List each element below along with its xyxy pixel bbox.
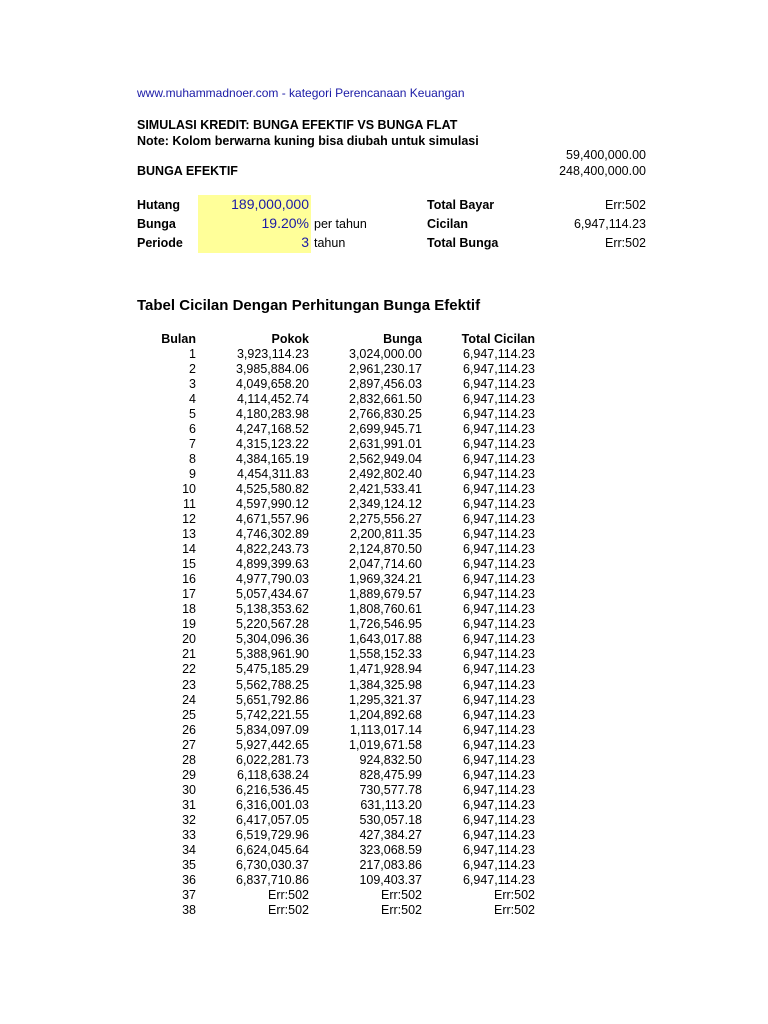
cell-total-cicilan: Err:502 bbox=[494, 903, 535, 918]
table-row bbox=[140, 377, 535, 392]
cell-bunga: 1,808,760.61 bbox=[349, 602, 422, 617]
table-row bbox=[140, 858, 535, 873]
website-link[interactable]: www.muhammadnoer.com - kategori Perencanaan Keuangan bbox=[137, 86, 465, 100]
cell-pokok: 4,671,557.96 bbox=[236, 512, 309, 527]
table-row bbox=[140, 768, 535, 783]
cell-bunga: 2,349,124.12 bbox=[349, 496, 422, 511]
cell-total-cicilan: Err:502 bbox=[494, 888, 535, 903]
table-row bbox=[140, 527, 535, 542]
cell-total-cicilan: 6,947,114.23 bbox=[462, 436, 535, 451]
cell-pokok: 6,022,281.73 bbox=[236, 752, 309, 767]
cell-bunga: 217,083.86 bbox=[359, 858, 422, 873]
cell-bulan: 11 bbox=[183, 496, 196, 511]
cell-pokok: 5,220,567.28 bbox=[236, 617, 309, 632]
cell-pokok: 5,138,353.62 bbox=[236, 602, 309, 617]
cell-pokok: 5,475,185.29 bbox=[236, 662, 309, 677]
cell-bulan: 8 bbox=[189, 451, 196, 466]
cell-bunga: 2,200,811.35 bbox=[349, 527, 422, 542]
table-row bbox=[140, 723, 535, 738]
cell-pokok: 4,247,168.52 bbox=[236, 421, 309, 436]
table-row bbox=[140, 437, 535, 452]
cell-pokok: 4,977,790.03 bbox=[236, 572, 309, 587]
cell-pokok: 5,651,792.86 bbox=[236, 692, 309, 707]
cell-total-cicilan: 6,947,114.23 bbox=[462, 797, 535, 812]
cell-bunga: 2,421,533.41 bbox=[349, 481, 422, 496]
table-row bbox=[140, 602, 535, 617]
cell-total-cicilan: 6,947,114.23 bbox=[462, 587, 535, 602]
table-row bbox=[140, 497, 535, 512]
cell-pokok: 4,525,580.82 bbox=[236, 481, 309, 496]
column-header-total-cicilan: Total Cicilan bbox=[461, 331, 535, 346]
total-bunga-value: Err:502 bbox=[605, 236, 646, 250]
table-row bbox=[140, 843, 535, 858]
table-row bbox=[140, 392, 535, 407]
cell-total-cicilan: 6,947,114.23 bbox=[462, 391, 535, 406]
cell-total-cicilan: 6,947,114.23 bbox=[462, 602, 535, 617]
bunga-input[interactable]: 19.20% bbox=[261, 215, 309, 231]
table-row bbox=[140, 708, 535, 723]
table-row bbox=[140, 422, 535, 437]
installment-table bbox=[140, 331, 535, 918]
top-value-1: 59,400,000.00 bbox=[566, 148, 646, 162]
periode-input[interactable]: 3 bbox=[301, 234, 309, 250]
cell-pokok: 5,927,442.65 bbox=[236, 737, 309, 752]
cell-bulan: 19 bbox=[182, 617, 196, 632]
cell-total-cicilan: 6,947,114.23 bbox=[462, 617, 535, 632]
cell-bunga: 1,471,928.94 bbox=[349, 662, 422, 677]
cell-pokok: 4,315,123.22 bbox=[236, 436, 309, 451]
cell-pokok: 5,304,096.36 bbox=[236, 632, 309, 647]
cell-total-cicilan: 6,947,114.23 bbox=[462, 421, 535, 436]
table-row bbox=[140, 347, 535, 362]
cell-bulan: 15 bbox=[182, 557, 196, 572]
cell-total-cicilan: 6,947,114.23 bbox=[462, 496, 535, 511]
bunga-label: Bunga bbox=[137, 217, 176, 231]
cicilan-label: Cicilan bbox=[427, 217, 468, 231]
table-title: Tabel Cicilan Dengan Perhitungan Bunga Efektif bbox=[137, 297, 481, 314]
cell-pokok: 5,562,788.25 bbox=[236, 677, 309, 692]
cell-total-cicilan: 6,947,114.23 bbox=[462, 707, 535, 722]
cell-pokok: 6,837,710.86 bbox=[236, 873, 309, 888]
cell-pokok: 3,923,114.23 bbox=[236, 346, 309, 361]
table-row bbox=[140, 783, 535, 798]
cell-total-cicilan: 6,947,114.23 bbox=[462, 767, 535, 782]
cell-total-cicilan: 6,947,114.23 bbox=[462, 677, 535, 692]
cell-pokok: 4,822,243.73 bbox=[236, 542, 309, 557]
table-row bbox=[140, 813, 535, 828]
cell-total-cicilan: 6,947,114.23 bbox=[462, 722, 535, 737]
table-row bbox=[140, 482, 535, 497]
cell-total-cicilan: 6,947,114.23 bbox=[462, 858, 535, 873]
cell-bunga: Err:502 bbox=[381, 903, 422, 918]
cell-pokok: 4,384,165.19 bbox=[236, 451, 309, 466]
cell-bulan: 27 bbox=[182, 737, 196, 752]
table-row bbox=[140, 407, 535, 422]
cell-bulan: 1 bbox=[189, 346, 196, 361]
cell-bunga: 924,832.50 bbox=[359, 752, 422, 767]
cell-bunga: 730,577.78 bbox=[359, 782, 422, 797]
table-row bbox=[140, 542, 535, 557]
table-row bbox=[140, 738, 535, 753]
cell-bunga: 1,558,152.33 bbox=[349, 647, 422, 662]
hutang-label: Hutang bbox=[137, 198, 181, 212]
cell-pokok: 6,316,001.03 bbox=[236, 797, 309, 812]
table-row bbox=[140, 512, 535, 527]
cell-total-cicilan: 6,947,114.23 bbox=[462, 737, 535, 752]
cell-total-cicilan: 6,947,114.23 bbox=[462, 572, 535, 587]
cell-bulan: 35 bbox=[182, 858, 196, 873]
cell-bulan: 26 bbox=[182, 722, 196, 737]
cell-pokok: 4,180,283.98 bbox=[236, 406, 309, 421]
cell-bunga: 2,562,949.04 bbox=[349, 451, 422, 466]
table-row bbox=[140, 662, 535, 677]
cell-bulan: 12 bbox=[182, 512, 196, 527]
cell-total-cicilan: 6,947,114.23 bbox=[462, 752, 535, 767]
bunga-unit: per tahun bbox=[314, 217, 367, 231]
cell-bulan: 6 bbox=[189, 421, 196, 436]
cell-bulan: 3 bbox=[189, 376, 196, 391]
cell-total-cicilan: 6,947,114.23 bbox=[462, 843, 535, 858]
table-row bbox=[140, 452, 535, 467]
cell-bulan: 25 bbox=[182, 707, 196, 722]
cell-bunga: 1,019,671.58 bbox=[349, 737, 422, 752]
cell-pokok: 6,624,045.64 bbox=[236, 843, 309, 858]
cell-bulan: 37 bbox=[182, 888, 196, 903]
cell-bunga: 109,403.37 bbox=[359, 873, 422, 888]
table-row bbox=[140, 873, 535, 888]
cell-pokok: Err:502 bbox=[268, 903, 309, 918]
cell-pokok: 5,834,097.09 bbox=[236, 722, 309, 737]
cell-bunga: 2,832,661.50 bbox=[349, 391, 422, 406]
cell-pokok: 4,049,658.20 bbox=[236, 376, 309, 391]
cell-bunga: 1,384,325.98 bbox=[349, 677, 422, 692]
cell-bulan: 17 bbox=[182, 587, 196, 602]
cell-bunga: 2,766,830.25 bbox=[349, 406, 422, 421]
cell-pokok: 5,057,434.67 bbox=[236, 587, 309, 602]
cell-bunga: 2,631,991.01 bbox=[349, 436, 422, 451]
cell-total-cicilan: 6,947,114.23 bbox=[462, 346, 535, 361]
column-header-bulan: Bulan bbox=[161, 331, 196, 346]
cell-bunga: 828,475.99 bbox=[359, 767, 422, 782]
table-row bbox=[140, 557, 535, 572]
table-row bbox=[140, 888, 535, 903]
cell-bunga: 2,492,802.40 bbox=[349, 466, 422, 481]
table-row bbox=[140, 467, 535, 482]
table-row bbox=[140, 362, 535, 377]
cell-bulan: 5 bbox=[189, 406, 196, 421]
cell-pokok: 3,985,884.06 bbox=[236, 361, 309, 376]
cell-pokok: 6,730,030.37 bbox=[236, 858, 309, 873]
cell-bulan: 38 bbox=[182, 903, 196, 918]
top-value-2: 248,400,000.00 bbox=[559, 164, 646, 178]
cell-total-cicilan: 6,947,114.23 bbox=[462, 376, 535, 391]
cell-total-cicilan: 6,947,114.23 bbox=[462, 451, 535, 466]
cell-bulan: 4 bbox=[189, 391, 196, 406]
cell-pokok: 5,388,961.90 bbox=[236, 647, 309, 662]
cell-total-cicilan: 6,947,114.23 bbox=[462, 512, 535, 527]
cell-bulan: 10 bbox=[182, 481, 196, 496]
note-text: Note: Kolom berwarna kuning bisa diubah untuk simulasi bbox=[137, 134, 479, 148]
table-row bbox=[140, 678, 535, 693]
cell-bulan: 24 bbox=[182, 692, 196, 707]
table-row bbox=[140, 798, 535, 813]
column-header-bunga: Bunga bbox=[383, 331, 422, 346]
cell-total-cicilan: 6,947,114.23 bbox=[462, 873, 535, 888]
cell-total-cicilan: 6,947,114.23 bbox=[462, 647, 535, 662]
cell-total-cicilan: 6,947,114.23 bbox=[462, 557, 535, 572]
cell-pokok: 5,742,221.55 bbox=[236, 707, 309, 722]
cell-bulan: 9 bbox=[189, 466, 196, 481]
cell-bulan: 16 bbox=[182, 572, 196, 587]
table-header-row bbox=[140, 331, 535, 347]
column-header-pokok: Pokok bbox=[271, 331, 309, 346]
total-bayar-value: Err:502 bbox=[605, 198, 646, 212]
cell-bunga: 1,726,546.95 bbox=[349, 617, 422, 632]
cell-bulan: 31 bbox=[182, 797, 196, 812]
cell-pokok: 4,746,302.89 bbox=[236, 527, 309, 542]
table-row bbox=[140, 617, 535, 632]
cell-total-cicilan: 6,947,114.23 bbox=[462, 692, 535, 707]
cell-bunga: 2,897,456.03 bbox=[349, 376, 422, 391]
cell-bunga: Err:502 bbox=[381, 888, 422, 903]
cell-bunga: 1,113,017.14 bbox=[349, 722, 422, 737]
cell-bunga: 323,068.59 bbox=[359, 843, 422, 858]
cell-bulan: 7 bbox=[189, 436, 196, 451]
cell-bunga: 2,124,870.50 bbox=[349, 542, 422, 557]
hutang-input[interactable]: 189,000,000 bbox=[231, 196, 309, 212]
cell-bulan: 29 bbox=[182, 767, 196, 782]
cell-bulan: 18 bbox=[182, 602, 196, 617]
cell-bunga: 530,057.18 bbox=[359, 812, 422, 827]
cell-bulan: 28 bbox=[182, 752, 196, 767]
cell-total-cicilan: 6,947,114.23 bbox=[462, 542, 535, 557]
cell-total-cicilan: 6,947,114.23 bbox=[462, 481, 535, 496]
cell-bunga: 1,889,679.57 bbox=[349, 587, 422, 602]
cell-total-cicilan: 6,947,114.23 bbox=[462, 632, 535, 647]
cell-bulan: 32 bbox=[182, 812, 196, 827]
cell-pokok: 4,114,452.74 bbox=[236, 391, 309, 406]
cell-bulan: 2 bbox=[189, 361, 196, 376]
cell-total-cicilan: 6,947,114.23 bbox=[462, 527, 535, 542]
cell-bunga: 1,969,324.21 bbox=[349, 572, 422, 587]
cell-pokok: 6,519,729.96 bbox=[236, 828, 309, 842]
cell-pokok: 6,417,057.05 bbox=[236, 812, 309, 827]
section-label: BUNGA EFEKTIF bbox=[137, 164, 238, 178]
cell-bulan: 20 bbox=[182, 632, 196, 647]
cell-bunga: 1,295,321.37 bbox=[349, 692, 422, 707]
total-bayar-label: Total Bayar bbox=[427, 198, 495, 212]
cell-pokok: 4,597,990.12 bbox=[236, 496, 309, 511]
cell-bunga: 427,384.27 bbox=[359, 828, 422, 842]
cell-bunga: 1,204,892.68 bbox=[349, 707, 422, 722]
cell-bunga: 2,961,230.17 bbox=[349, 361, 422, 376]
cell-total-cicilan: 6,947,114.23 bbox=[462, 361, 535, 376]
table-row bbox=[140, 903, 535, 918]
cell-bulan: 13 bbox=[182, 527, 196, 542]
cell-bulan: 23 bbox=[182, 677, 196, 692]
cell-pokok: 4,899,399.63 bbox=[236, 557, 309, 572]
cell-bunga: 1,643,017.88 bbox=[349, 632, 422, 647]
cell-bunga: 2,699,945.71 bbox=[349, 421, 422, 436]
cell-bunga: 3,024,000.00 bbox=[349, 346, 422, 361]
table-row bbox=[140, 647, 535, 662]
cell-pokok: 6,216,536.45 bbox=[236, 782, 309, 797]
table-row bbox=[140, 632, 535, 647]
cell-bunga: 2,275,556.27 bbox=[349, 512, 422, 527]
table-row bbox=[140, 693, 535, 708]
cell-total-cicilan: 6,947,114.23 bbox=[462, 662, 535, 677]
cell-total-cicilan: 6,947,114.23 bbox=[462, 812, 535, 827]
cell-bulan: 14 bbox=[182, 542, 196, 557]
cell-bulan: 33 bbox=[182, 828, 196, 842]
cell-bulan: 34 bbox=[182, 843, 196, 858]
cell-total-cicilan: 6,947,114.23 bbox=[462, 466, 535, 481]
page-title: SIMULASI KREDIT: BUNGA EFEKTIF VS BUNGA FLAT bbox=[137, 118, 458, 132]
cell-bulan: 30 bbox=[182, 782, 196, 797]
cell-bunga: 631,113.20 bbox=[360, 797, 422, 812]
cell-total-cicilan: 6,947,114.23 bbox=[462, 828, 535, 842]
cell-pokok: Err:502 bbox=[268, 888, 309, 903]
cicilan-value: 6,947,114.23 bbox=[573, 217, 646, 231]
cell-total-cicilan: 6,947,114.23 bbox=[462, 406, 535, 421]
table-row bbox=[140, 572, 535, 587]
table-row bbox=[140, 828, 535, 843]
cell-total-cicilan: 6,947,114.23 bbox=[462, 782, 535, 797]
table-row bbox=[140, 587, 535, 602]
cell-pokok: 4,454,311.83 bbox=[236, 466, 309, 481]
cell-pokok: 6,118,638.24 bbox=[236, 767, 309, 782]
cell-bulan: 21 bbox=[182, 647, 196, 662]
cell-bunga: 2,047,714.60 bbox=[349, 557, 422, 572]
table-row bbox=[140, 753, 535, 768]
total-bunga-label: Total Bunga bbox=[427, 236, 499, 250]
periode-unit: tahun bbox=[314, 236, 346, 250]
periode-label: Periode bbox=[137, 236, 183, 250]
cell-bulan: 22 bbox=[182, 662, 196, 677]
cell-bulan: 36 bbox=[182, 873, 196, 888]
